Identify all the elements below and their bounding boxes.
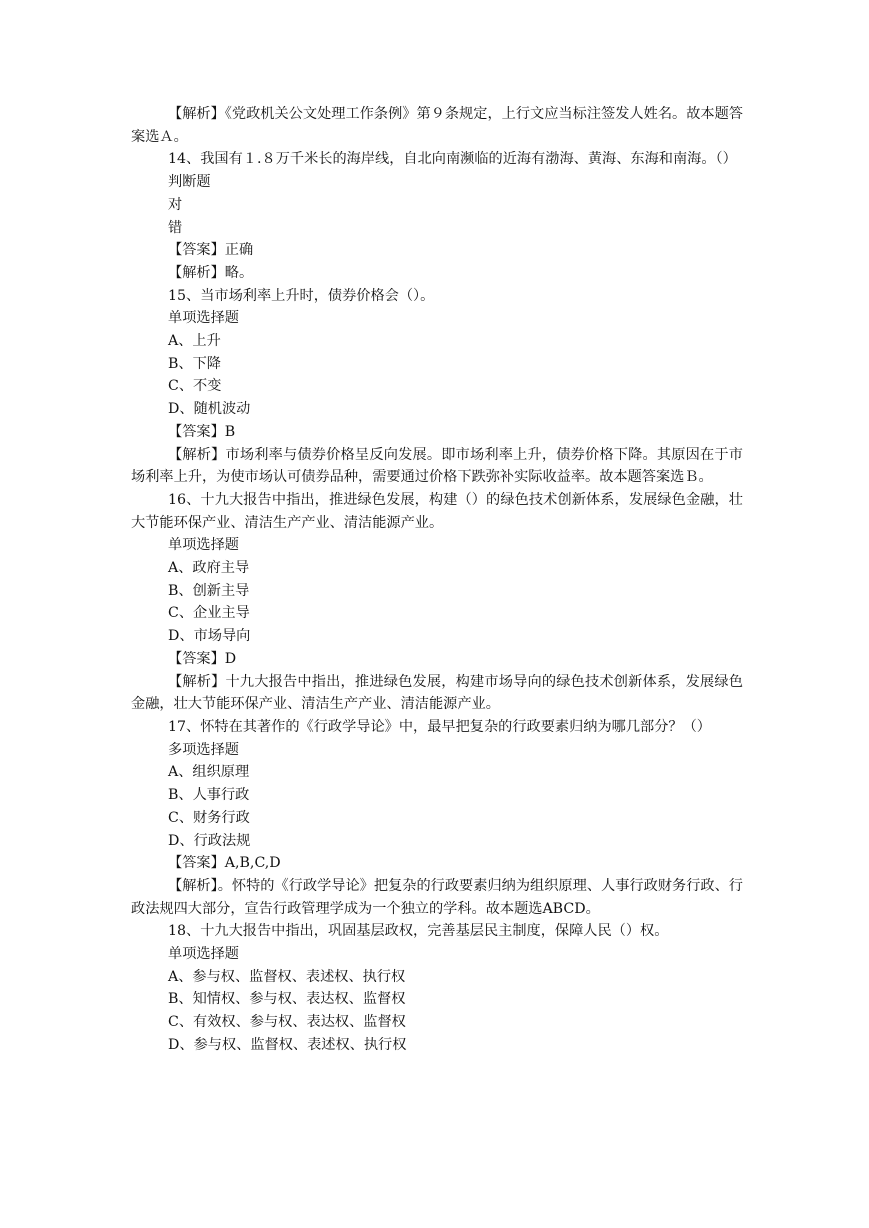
- document-body: [131, 103, 743, 1057]
- option-b: B、人事行政: [168, 787, 250, 804]
- option-c: C、企业主导: [168, 605, 250, 622]
- answer-line: 【答案】D: [168, 650, 237, 667]
- question-17: 17、怀特在其著作的《行政学导论》中，最早把复杂的行政要素归纳为哪几部分？（）: [168, 718, 711, 735]
- option-a: A、参与权、监督权、表述权、执行权: [168, 968, 406, 985]
- question-type: 单项选择题: [168, 310, 239, 327]
- answer-line: 【答案】正确: [168, 242, 254, 259]
- question-type: 单项选择题: [168, 946, 239, 963]
- option-a: A、政府主导: [168, 560, 250, 577]
- option-a: A、上升: [168, 333, 221, 350]
- analysis-paragraph: 【解析】《党政机关公文处理工作条例》第９条规定，上行文应当标注签发人姓名。故本题答案选Ａ。: [131, 106, 743, 145]
- question-18: 18、十九大报告中指出，巩固基层政权，完善基层民主制度，保障人民（）权。: [168, 923, 669, 940]
- option-d: D、随机波动: [168, 401, 251, 418]
- option-c: C、财务行政: [168, 809, 250, 826]
- analysis-paragraph: 【解析】。怀特的《行政学导论》把复杂的行政要素归纳为组织原理、人事行政财务行政、行政法规四大部分，宣告行政管理学成为一个独立的学科。故本题选ABCD。: [131, 877, 743, 917]
- analysis-paragraph: 【解析】市场利率与债券价格呈反向发展。即市场利率上升，债券价格下降。其原因在于市场利率上升，为使市场认可债券品种，需要通过价格下跌弥补实际收益率。故本题答案选Ｂ。: [131, 446, 743, 486]
- question-type: 单项选择题: [168, 537, 239, 554]
- option-b: B、下降: [168, 355, 221, 372]
- option-false: 错: [168, 219, 183, 236]
- analysis-paragraph: 【解析】十九大报告中指出，推进绿色发展，构建市场导向的绿色技术创新体系，发展绿色金融，壮大节能环保产业、清洁生产产业、清洁能源产业。: [131, 673, 743, 713]
- question-type: 多项选择题: [168, 741, 239, 758]
- option-a: A、组织原理: [168, 764, 250, 781]
- option-c: C、有效权、参与权、表达权、监督权: [168, 1014, 406, 1031]
- answer-line: 【答案】B: [168, 423, 236, 440]
- option-b: B、创新主导: [168, 582, 250, 599]
- option-b: B、知情权、参与权、表达权、监督权: [168, 991, 406, 1008]
- option-d: D、市场导向: [168, 628, 251, 645]
- question-14: 14、我国有１.８万千米长的海岸线，自北向南濒临的近海有渤海、黄海、东海和南海。（）: [168, 151, 737, 168]
- question-16: 16、十九大报告中指出，推进绿色发展，构建（）的绿色技术创新体系，发展绿色金融，壮大节能环保产业、清洁生产产业、清洁能源产业。: [131, 491, 743, 531]
- question-type: 判断题: [168, 174, 211, 191]
- option-d: D、行政法规: [168, 832, 251, 849]
- option-d: D、参与权、监督权、表述权、执行权: [168, 1036, 407, 1053]
- answer-line: 【答案】A,B,C,D: [168, 855, 281, 872]
- option-c: C、不变: [168, 378, 222, 395]
- analysis-paragraph: 【解析】略。: [168, 264, 254, 281]
- option-true: 对: [168, 196, 183, 213]
- question-15: 15、当市场利率上升时，债券价格会（）。: [168, 287, 435, 304]
